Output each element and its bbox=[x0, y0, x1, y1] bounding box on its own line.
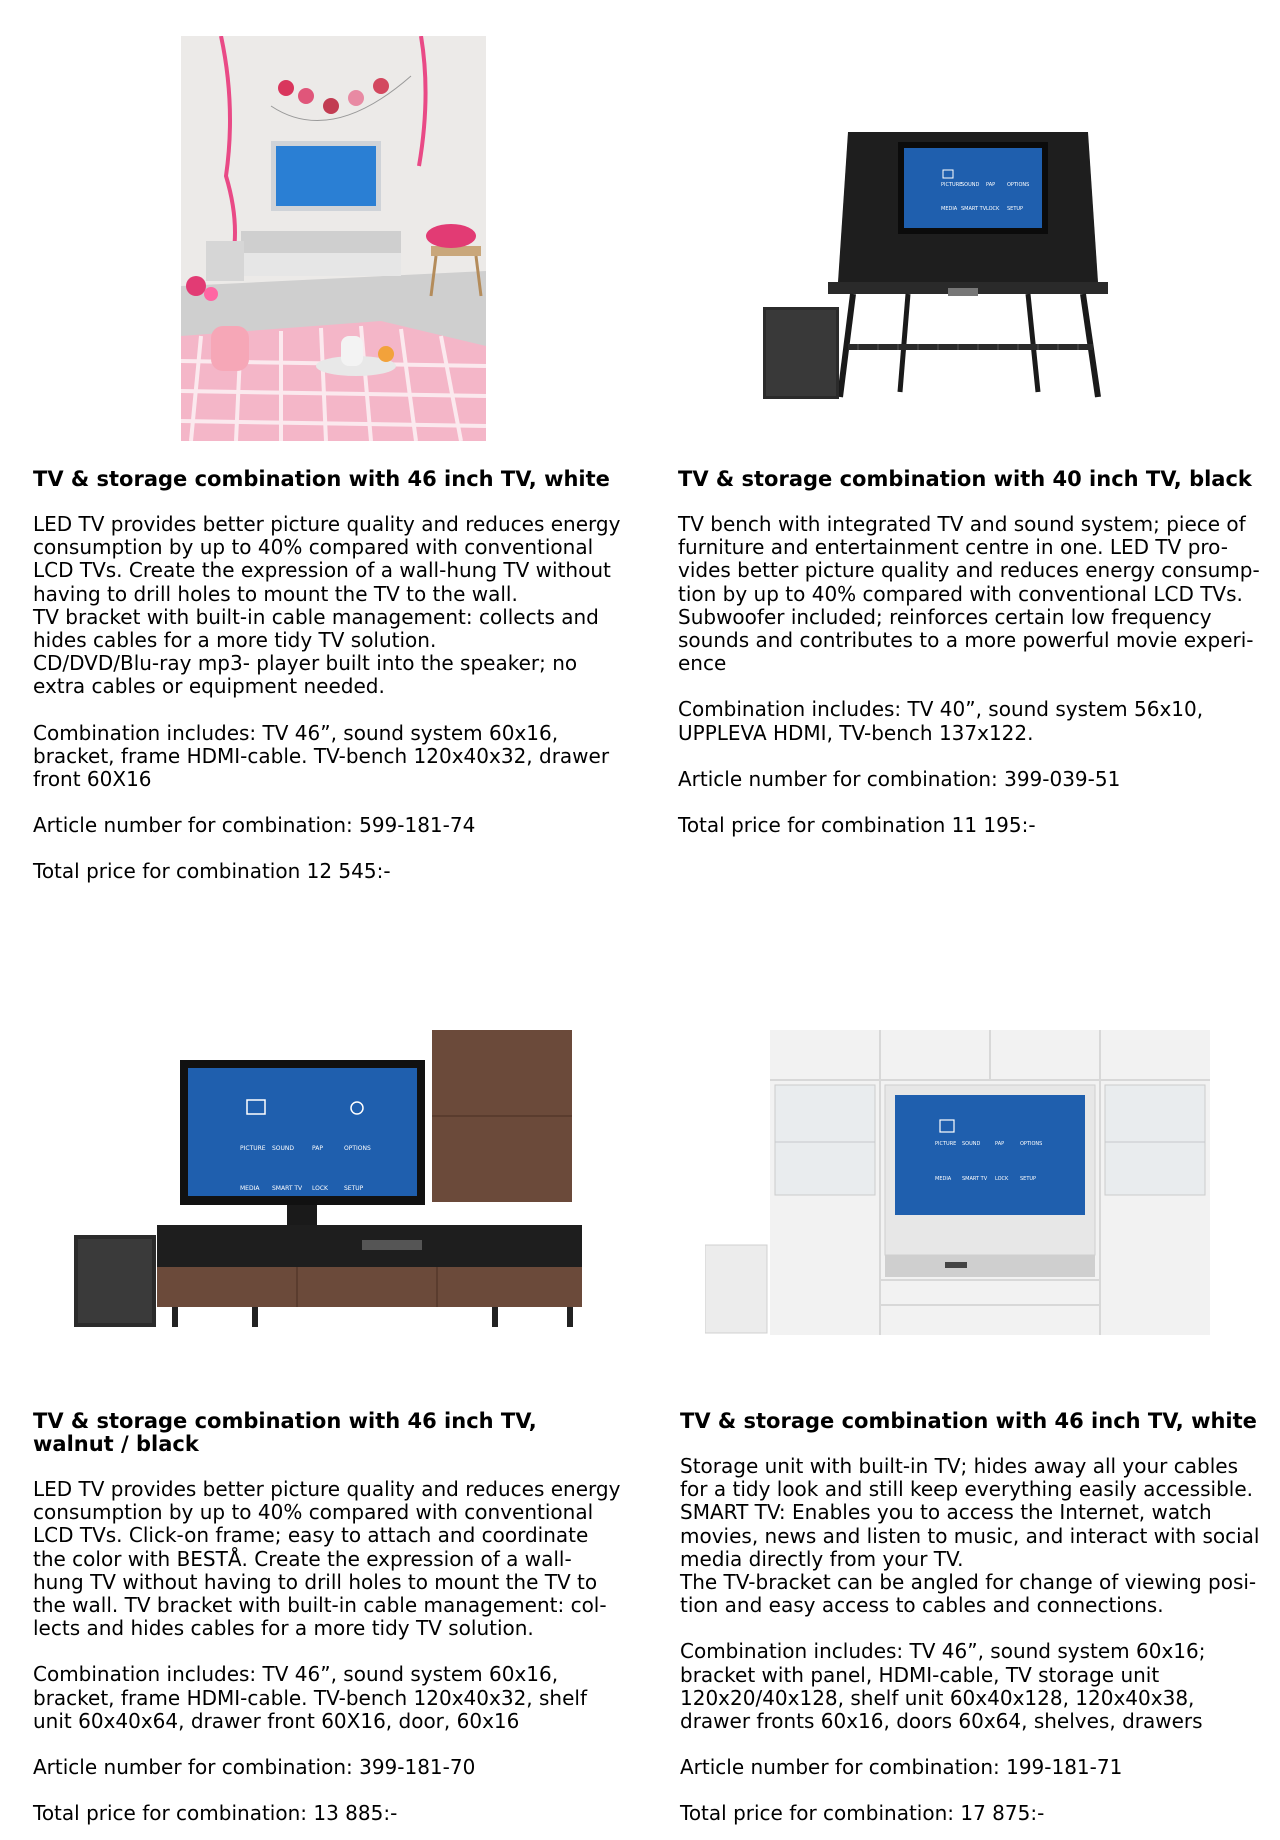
menu-label-options: OPTIONS bbox=[1007, 182, 1030, 188]
product-description-line: LCD TVs. Create the expression of a wall-hung TV without bbox=[33, 558, 611, 583]
menu-label-options: OPTIONS bbox=[1020, 1141, 1043, 1147]
product-includes-line: Combination includes: TV 46”, sound system 60x16; bbox=[680, 1639, 1206, 1664]
product-image-black-bench bbox=[758, 122, 1168, 404]
product-description-line: hides cables for a more tidy TV solution. bbox=[33, 628, 437, 653]
product-total-price: Total price for combination 11 195:- bbox=[678, 813, 1036, 838]
product-description-line: movies, news and listen to music, and interact with social bbox=[680, 1523, 1260, 1548]
product-description-line: having to drill holes to mount the TV to the wall. bbox=[33, 581, 518, 606]
menu-label-setup: SETUP bbox=[1007, 206, 1024, 212]
product-description-line: vides better picture quality and reduces energy consump- bbox=[678, 558, 1260, 583]
product-description-line: Subwoofer included; reinforces certain low frequency bbox=[678, 604, 1212, 629]
product-includes-line: drawer fronts 60x16, doors 60x64, shelves, drawers bbox=[680, 1709, 1203, 1734]
menu-label-options: OPTIONS bbox=[344, 1145, 371, 1152]
menu-label-setup: SETUP bbox=[344, 1185, 364, 1192]
menu-label-picture: PICTURE bbox=[240, 1145, 266, 1152]
product-image-walnut-bench bbox=[72, 1030, 584, 1330]
product-description-line: LED TV provides better picture quality and reduces energy bbox=[33, 512, 621, 536]
menu-label-smart-tv: SMART TV bbox=[962, 1176, 988, 1182]
menu-label-lock: LOCK bbox=[986, 206, 1000, 212]
product-description-line: LED TV provides better picture quality and reduces energy bbox=[33, 1477, 621, 1501]
menu-label-media: MEDIA bbox=[240, 1185, 260, 1192]
product-includes-line: Combination includes: TV 46”, sound system 60x16, bbox=[33, 720, 559, 745]
product-includes-line: bracket with panel, HDMI-cable, TV storage unit bbox=[680, 1662, 1160, 1687]
menu-label-setup: SETUP bbox=[1020, 1176, 1037, 1182]
menu-label-sound: SOUND bbox=[961, 182, 980, 188]
product-includes-line: bracket, frame HDMI-cable. TV-bench 120x40x32, drawer bbox=[33, 743, 610, 768]
product-includes-line: front 60X16 bbox=[33, 767, 152, 792]
product-image-white-storage bbox=[705, 1030, 1210, 1335]
product-includes-line: Combination includes: TV 40”, sound system 56x10, bbox=[678, 697, 1204, 722]
product-includes-line: unit 60x40x64, drawer front 60X16, door, 60x16 bbox=[33, 1708, 520, 1733]
product-includes-line: bracket, frame HDMI-cable. TV-bench 120x40x32, shelf bbox=[33, 1685, 588, 1710]
product-total-price: Total price for combination 12 545:- bbox=[33, 859, 391, 884]
product-description-line: tion by up to 40% compared with conventional LCD TVs. bbox=[678, 581, 1243, 606]
menu-label-lock: LOCK bbox=[312, 1185, 328, 1192]
menu-label-lock: LOCK bbox=[995, 1176, 1009, 1182]
product-description-line: hung TV without having to drill holes to mount the TV to bbox=[33, 1569, 598, 1594]
product-article-number: Article number for combination: 399-181-70 bbox=[33, 1755, 476, 1780]
product-description-line: SMART TV: Enables you to access the Internet, watch bbox=[680, 1500, 1212, 1525]
product-title: TV & storage combination with 46 inch TV, white bbox=[680, 1409, 1257, 1433]
menu-label-pap: PAP bbox=[986, 182, 996, 188]
product-total-price: Total price for combination: 17 875:- bbox=[680, 1801, 1045, 1826]
menu-label-picture: PICTURE bbox=[941, 182, 963, 188]
product-includes-line: UPPLEVA HDMI, TV-bench 137x122. bbox=[678, 720, 1034, 745]
menu-label-pap: PAP bbox=[995, 1141, 1005, 1147]
product-image-white-room bbox=[181, 36, 486, 441]
menu-label-media: MEDIA bbox=[935, 1176, 952, 1182]
product-article-number: Article number for combination: 599-181-74 bbox=[33, 813, 476, 838]
product-includes-line: 120x20/40x128, shelf unit 60x40x128, 120x40x38, bbox=[680, 1685, 1195, 1710]
menu-label-smart-tv: SMART TV bbox=[961, 206, 987, 212]
menu-label-sound: SOUND bbox=[962, 1141, 981, 1147]
product-includes-line: Combination includes: TV 46”, sound system 60x16, bbox=[33, 1662, 559, 1687]
product-description-line: media directly from your TV. bbox=[680, 1546, 964, 1571]
product-description-line: consumption by up to 40% compared with conventional bbox=[33, 535, 594, 560]
product-description-line: TV bench with integrated TV and sound system; piece of bbox=[678, 512, 1246, 536]
menu-label-picture: PICTURE bbox=[935, 1141, 957, 1147]
menu-label-smart-tv: SMART TV bbox=[272, 1185, 303, 1192]
menu-label-media: MEDIA bbox=[941, 206, 958, 212]
product-total-price: Total price for combination: 13 885:- bbox=[33, 1801, 398, 1826]
product-description-line: The TV-bracket can be angled for change of viewing posi- bbox=[680, 1570, 1257, 1595]
product-description-line: CD/DVD/Blu-ray mp3- player built into the speaker; no bbox=[33, 651, 578, 676]
product-description-line: LCD TVs. Click-on frame; easy to attach and coordinate bbox=[33, 1523, 589, 1548]
menu-label-sound: SOUND bbox=[272, 1145, 295, 1152]
product-article-number: Article number for combination: 399-039-51 bbox=[678, 766, 1121, 791]
product-description-line: furniture and entertainment centre in one. LED TV pro- bbox=[678, 535, 1228, 560]
product-title: TV & storage combination with 40 inch TV, black bbox=[678, 467, 1252, 491]
product-description-line: tion and easy access to cables and connections. bbox=[680, 1593, 1164, 1618]
menu-label-pap: PAP bbox=[312, 1145, 323, 1152]
product-description-line: for a tidy look and still keep everything easily accessible. bbox=[680, 1477, 1253, 1502]
product-description-line: ence bbox=[678, 651, 727, 676]
product-title: TV & storage combination with 46 inch TV, white bbox=[33, 467, 610, 491]
product-description-line: Storage unit with built-in TV; hides away all your cables bbox=[680, 1454, 1238, 1478]
product-description-line: TV bracket with built-in cable management: collects and bbox=[33, 604, 599, 629]
product-description-line: extra cables or equipment needed. bbox=[33, 674, 385, 699]
product-description-line: the color with BESTÅ. Create the expression of a wall- bbox=[33, 1546, 572, 1571]
product-description-line: the wall. TV bracket with built-in cable management: col- bbox=[33, 1593, 607, 1618]
product-title-line: TV & storage combination with 46 inch TV, bbox=[33, 1409, 537, 1433]
product-description-line: sounds and contributes to a more powerful movie experi- bbox=[678, 628, 1254, 653]
product-description-line: lects and hides cables for a more tidy TV solution. bbox=[33, 1616, 534, 1641]
product-article-number: Article number for combination: 199-181-71 bbox=[680, 1755, 1123, 1780]
product-title-line: walnut / black bbox=[33, 1432, 199, 1456]
product-description-line: consumption by up to 40% compared with conventional bbox=[33, 1500, 594, 1525]
